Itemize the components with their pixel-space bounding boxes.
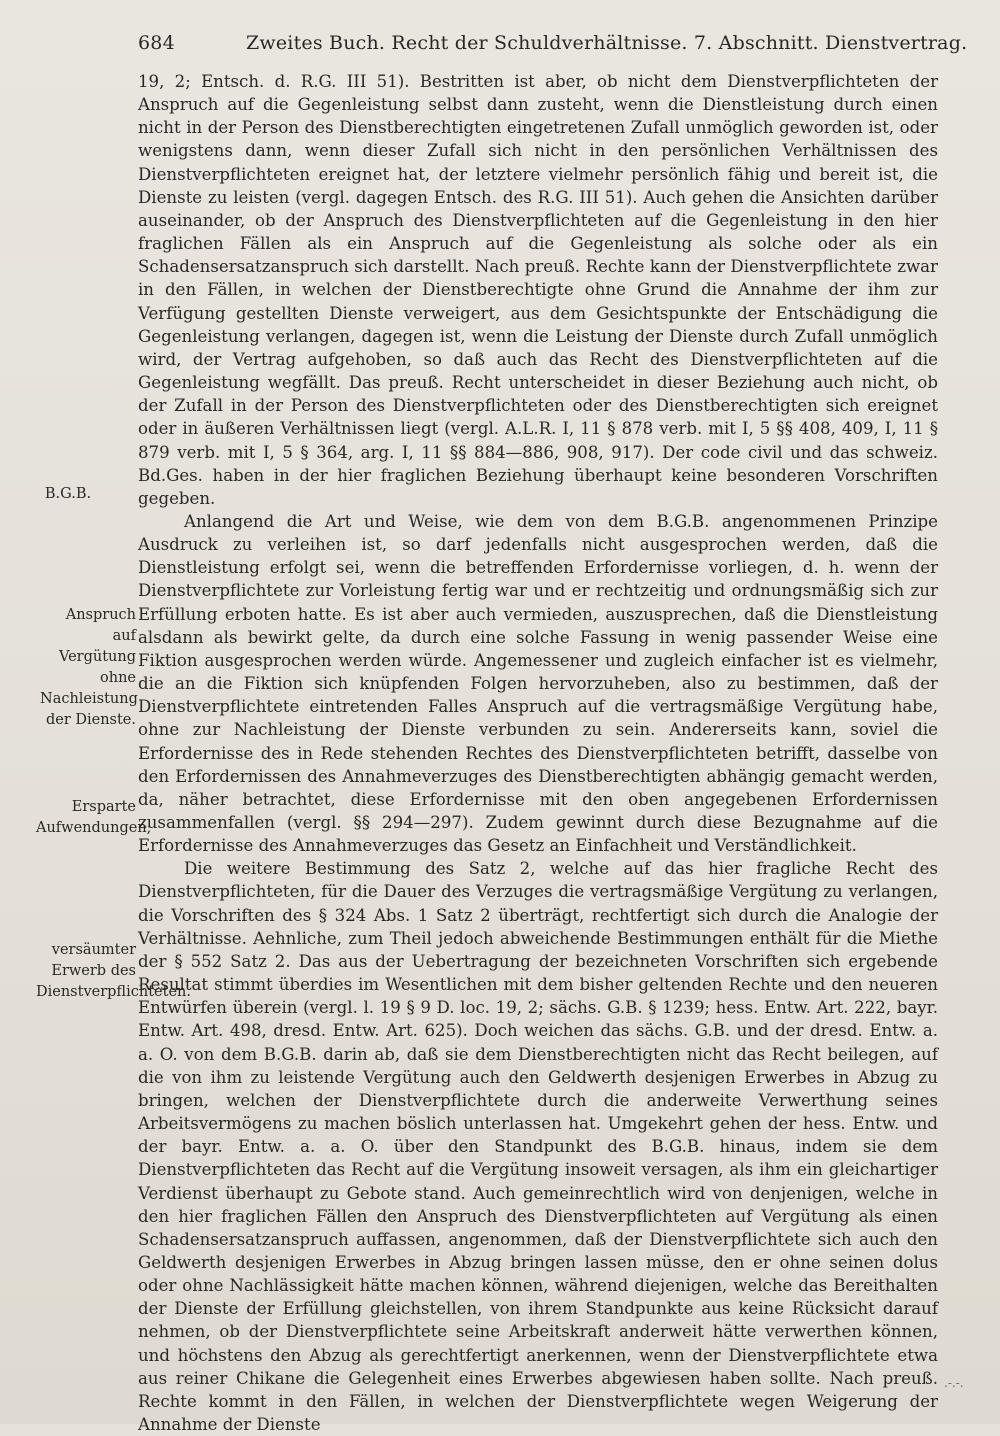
body-text xyxy=(138,70,938,1436)
page-number: 684 xyxy=(138,32,175,54)
margin-note-bgb: B.G.B. xyxy=(44,486,92,502)
paragraph-continued: 19, 2; Entsch. d. R.G. III 51). Bestritten ist aber, ob nicht dem Dienstverpflichteten der Anspruch auf die Gegenleistung selbst dann zusteht, wenn die Dienstleistung durch einen nicht in der Person des Dienstberechtigten eingetretenen Zufall unmöglich geworden ist, oder wenigstens dann, wenn dieser Zufall sich nicht in den persönlichen Verhältnissen des Dienstverpflichteten ereignet hat, der letztere vielmehr persönlich fähig und bereit ist, die Dienste zu leisten (vergl. dagegen Entsch. des R.G. III 51). Auch gehen die Ansichten darüber auseinander, ob der Anspruch des Dienstverpflichteten auf die Gegenleistung in den hier fraglichen Fällen als ein Anspruch auf die Gegenleistung als solche oder als ein Schadensersatzanspruch sich darstellt. Nach preuß. Rechte kann der Dienstverpflichtete zwar in den Fällen, in welchen der Dienstberechtigte ohne Grund die Annahme der ihm zur Verfügung gestellten Dienste verweigert, aus dem Gesichtspunkte der Entschädigung die Gegenleistung verlangen, dagegen ist, wenn die Leistung der Dienste durch Zufall unmöglich wird, der Vertrag aufgehoben, so daß auch das Recht des Dienstverpflichteten auf die Gegenleistung wegfällt. Das preuß. Recht unterscheidet in dieser Beziehung auch nicht, ob der Zufall in der Person des Dienstverpflichteten oder des Dienstberechtigten sich ereignet oder in äußeren Verhältnissen liegt (vergl. A.L.R. I, 11 § 878 verb. mit I, 5 §§ 408, 409, I, 11 § 879 verb. mit I, 5 § 364, arg. I, 11 §§ 884—886, 908, 917). Der code civil und das schweiz. Bd.Ges. haben in der hier fraglichen Beziehung überhaupt keine besonderen Vorschriften gegeben. xyxy=(138,72,938,508)
margin-note-erwerb: versäumter Erwerb des Dienstverpflichteten. xyxy=(36,942,191,1000)
paragraph-anlangend: Anlangend die Art und Weise, wie dem von dem B.G.B. angenommenen Prinzipe Ausdruck zu verleihen ist, so darf jedenfalls nicht ausgesprochen werden, daß die Dienstleistung erfolgt sei, wenn die betreffenden Erfordernisse vorliegen, d. h. wenn der Dienstverpflichtete zur Vorleistung fertig war und er rechtzeitig und ordnungsmäßig sich zur Erfüllung erboten hatte. Es ist aber auch vermieden, auszusprechen, daß die Dienstleistung alsdann als bewirkt gelte, da durch eine solche Fassung in wenig passender Weise eine Fiktion ausgesprochen werden würde. Angemessener und zugleich einfacher ist es vielmehr, die an die Fiktion sich knüpfenden Folgen hervorzuheben, also zu bestimmen, daß der Dienstverpflichtete eintretenden Falles Anspruch auf die vertragsmäßige Vergütung habe, ohne zur Nachleistung der Dienste verbunden zu sein. Andererseits kann, soviel die Erfordernisse des in Rede stehenden Rechtes des Dienstverpflichteten betrifft, dasselbe von den Erfordernissen des Annahmeverzuges des Dienstberechtigten abhängig gemacht werden, da, näher betrachtet, diese Erfordernisse mit den oben angegebenen Erfordernissen zusammenfallen (vergl. §§ 294—297). Zudem gewinnt durch diese Bezugnahme auf die Erfordernisse des Annahmeverzuges das Gesetz an Einfachheit und Verständlichkeit. xyxy=(138,511,938,856)
page-header xyxy=(138,32,968,60)
page-smudge: .-.-. xyxy=(944,1376,964,1390)
margin-note-aufwendungen: Ersparte Aufwendungen; xyxy=(36,799,152,836)
paragraph-bestimmung: Die weitere Bestimmung des Satz 2, welche auf das hier fragliche Recht des Dienstverpflichteten, für die Dauer des Verzuges die vertragsmäßige Vergütung zu verlangen, die Vorschriften des § 324 Abs. 1 Satz 2 überträgt, rechtfertigt sich durch die Analogie der Verhältnisse. Aehnliche, zum Theil jedoch abweichende Bestimmungen enthält für die Miethe der § 552 Satz 2. Das aus der Uebertragung der bezeichneten Vorschriften sich ergebende Resultat stimmt überdies im Wesentlichen mit dem bisher geltenden Rechte und den neueren Entwürfen überein (vergl. l. 19 § 9 D. loc. 19, 2; sächs. G.B. § 1239; hess. Entw. Art. 222, bayr. Entw. Art. 498, dresd. Entw. Art. 625). Doch weichen das sächs. G.B. und der dresd. Entw. a. a. O. von dem B.G.B. darin ab, daß sie dem Dienstberechtigten nicht das Recht beilegen, auf die von ihm zu leistende Vergütung auch den Geldwerth desjenigen Erwerbes in Abzug zu bringen, welchen der Dienstverpflichtete durch die anderweite Verwerthung seines Arbeitsvermögens zu machen böslich unterlassen hat. Umgekehrt gehen der hess. Entw. und der bayr. Entw. a. a. O. über den Standpunkt des B.G.B. hinaus, indem sie dem Dienstverpflichteten das Recht auf die Vergütung insoweit versagen, als ihm ein gleichartiger Verdienst überhaupt zu Gebote stand. Auch gemeinrechtlich wird von denjenigen, welche in den hier fraglichen Fällen den Anspruch des Dienstverpflichteten auf Vergütung als einen Schadensersatzanspruch auffassen, angenommen, daß der Dienstverpflichtete sich auch den Geldwerth desjenigen Erwerbes in Abzug bringen lassen müsse, den er ohne seinen dolus oder ohne Nachlässigkeit hätte machen können, während diejenigen, welche das Bereithalten der Dienste der Erfüllung gleichstellen, von ihrem Standpunkte aus keine Rücksicht darauf nehmen, ob der Dienstverpflichtete seine Arbeitskraft anderweit hätte verwerthen können, und höchstens den Abzug als gerechtfertigt anerkennen, wenn der Dienstverpflichtete etwa aus reiner Chikane die Gelegenheit eines Erwerbes abgewiesen haben sollte. Nach preuß. Rechte kommt in den Fällen, in welchen der Dienstverpflichtete wegen Weigerung der Annahme der Dienste xyxy=(138,859,938,1435)
margin-note-verguetung: Anspruch auf Vergütung ohne Nachleistung der Dienste. xyxy=(40,607,138,728)
running-head: Zweites Buch. Recht der Schuldverhältnisse. 7. Abschnitt. Dienstvertrag. xyxy=(246,32,968,54)
